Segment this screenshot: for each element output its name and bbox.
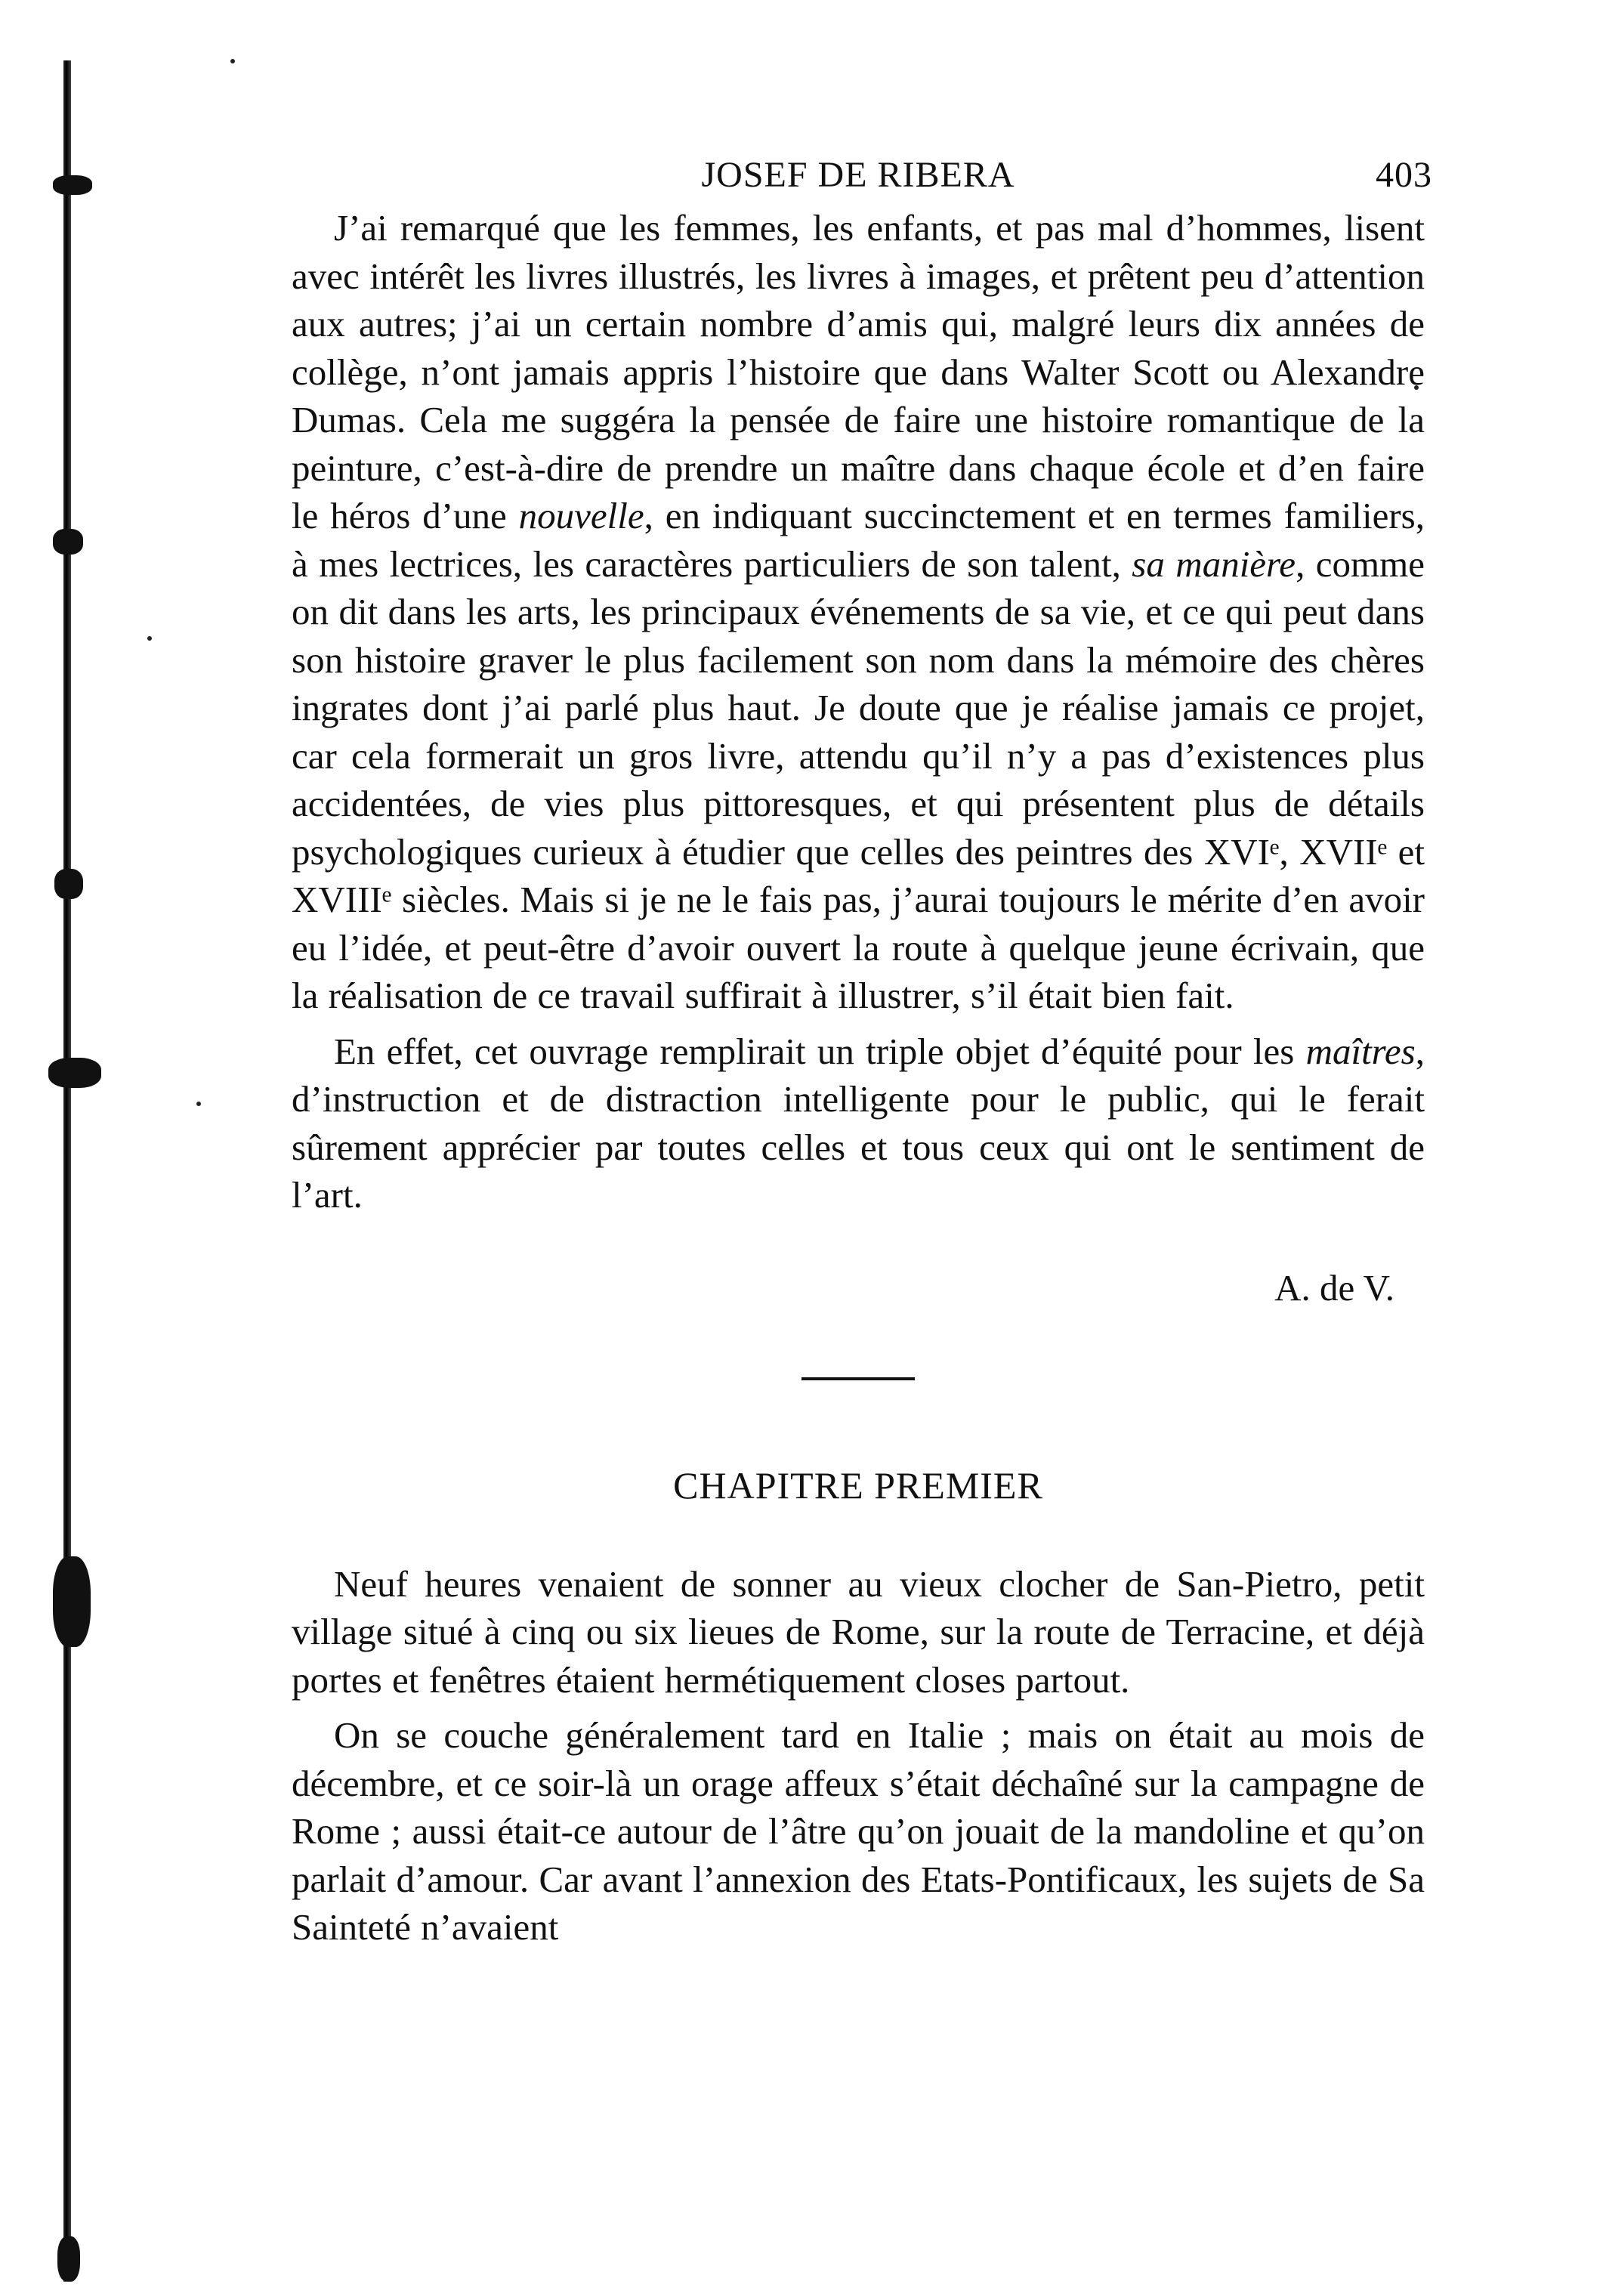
italic-term: maîtres	[1305, 1030, 1416, 1072]
paragraph-text: , comme on dit dans les arts, les principaux événements de sa vie, et ce qui peut dans son histoire graver le plus facilement son nom dans la mémoire des chères ingrates dont j’ai parlé plus haut. Je doute que je réalise jamais ce projet, car cela formerait un gros livre, attendu qu’il n’y a pas d’existences plus accidentées, de vies plus pittoresques, et qui présentent plus de détails psychologiques curieux à étudier que celles des peintres des XVIᵉ, XVIIᵉ et XVIIIᵉ siècles. Mais si je ne le fais pas, j’aurai toujours le mérite d’en avoir eu l’idée, et peut-être d’avoir ouvert la route à quelque jeune écrivain, que la réalisation de ce travail suffirait à illustrer, s’il était bien fait.	[292, 542, 1425, 1016]
running-head	[292, 144, 1432, 204]
binding-smudge	[53, 1556, 91, 1647]
binding-smudge	[48, 1058, 101, 1088]
binding-smudge	[54, 869, 83, 899]
paragraph-text: En effet, cet ouvrage remplirait un triple objet d’équité pour les	[334, 1030, 1306, 1072]
book-page	[292, 144, 1432, 1951]
paragraph-text: J’ai remarqué que les femmes, les enfants, et pas mal d’hommes, lisent avec intérêt les livres illustrés, les livres à images, et prêtent peu d’attention aux autres; j’ai un certain nombre d’amis qui, malgré leurs dix années de collège, n’ont jamais appris l’histoire que dans Walter Scott ou Alexandre Dumas. Cela me suggéra la pensée de faire une histoire romantique de la peinture, c’est-à-dire de prendre un maître dans chaque école et d’en faire le héros d’une	[292, 207, 1425, 536]
section-divider	[801, 1377, 915, 1380]
chapter-paragraph: Neuf heures venaient de sonner au vieux clocher de San-Pietro, petit village situé à cinq ou six lieues de Rome, sur la route de Terracine, et déjà portes et fenêtres étaient hermétiquement closes partout.	[292, 1562, 1425, 1701]
italic-term: sa manière	[1132, 542, 1296, 585]
preface-paragraph	[292, 204, 1425, 1020]
scan-speck	[230, 59, 235, 63]
binding-smudge	[57, 2236, 80, 2282]
scan-speck	[147, 636, 152, 641]
paragraph-text: , en indiquant succinctement et en termes familiers, à mes lectrices, les caractères particuliers de son talent,	[292, 495, 1425, 585]
preface-paragraph	[292, 1027, 1425, 1219]
paragraph-text: , d’instruction et de distraction intelligente pour le public, qui le ferait sûrement apprécier par toutes celles et tous ceux qui ont le sentiment de l’art.	[292, 1030, 1425, 1216]
page-number: 403	[1376, 155, 1432, 195]
chapter-paragraph: On se couche généralement tard en Italie ; mais on était au mois de décembre, et ce soir-là un orage affeux s’était déchaîné sur la campagne de Rome ; aussi était-ce autour de l’âtre qu’on jouait de la mandoline et qu’on parlait d’amour. Car avant l’annexion des Etats-Pontificaux, les sujets de Sa Sainteté n’avaient	[292, 1714, 1425, 1948]
chapter-title: CHAPITRE PREMIER	[673, 1463, 1043, 1506]
italic-term: nouvelle	[518, 495, 644, 536]
binding-smudge	[53, 529, 83, 555]
running-title: JOSEF DE RIBERA	[701, 155, 1015, 195]
binding-smudge	[53, 175, 92, 195]
scan-speck	[196, 1102, 201, 1106]
author-signature: A. de V.	[1274, 1266, 1394, 1309]
binding-edge	[63, 60, 71, 2282]
